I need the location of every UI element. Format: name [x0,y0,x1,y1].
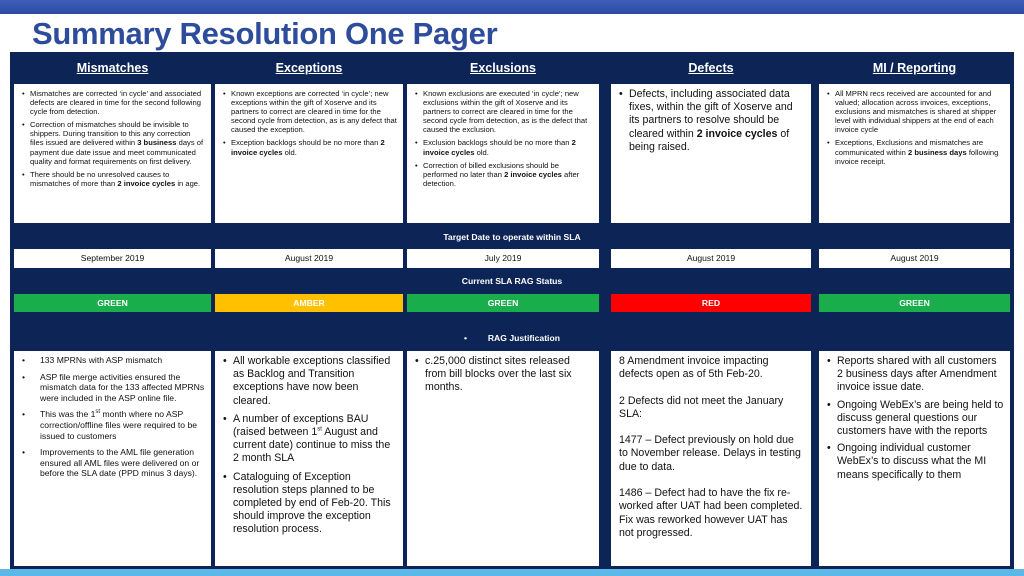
criteria-cell-mismatches [14,84,211,223]
justification-cell-mi-reporting [819,351,1010,566]
text-run: 133 MPRNs with ASP mismatch [40,355,163,365]
justification-cell-mismatches [14,351,211,566]
text-run: Exclusion backlogs should be no more than [423,138,572,148]
justification-cell-exceptions [215,351,403,566]
criteria-item [415,161,593,188]
text-run: old. [474,147,489,157]
bold-text: 2 invoice cycles [423,138,576,157]
criteria-item [827,89,1004,134]
text-run: after detection. [423,169,580,188]
text-run: of being raised. [629,127,790,153]
justification-item [223,413,397,466]
text-run: Correction of billed exclusions should be performed no later than [423,160,559,179]
rag-status-defects: RED [611,294,811,312]
page-title: Summary Resolution One Pager [32,16,498,51]
bold-text: 2 business days [908,147,967,157]
justification-item [415,355,593,395]
text-run: Ongoing individual customer WebEx’s to discuss what the MI means specifically to them [837,442,987,481]
rag-status-exceptions: AMBER [215,294,403,312]
justification-list [215,351,403,541]
criteria-item [415,138,593,156]
rag-status-mismatches: GREEN [14,294,211,312]
text-run: old. [282,147,297,157]
column-header-defects: Defects [688,61,734,75]
justification-item [20,447,205,479]
criteria-list [611,84,811,158]
summary-board [10,52,1014,570]
criteria-cell-mi-reporting [819,84,1010,223]
justification-item [827,442,1004,482]
target-date-exceptions: August 2019 [215,249,403,268]
justification-item [827,399,1004,439]
text-run: Exception backlogs should be no more than [231,138,381,148]
target-date-band-label: Target Date to operate within SLA [443,232,581,242]
text-run: Mismatches are corrected ‘in cycle’ and associated defects are cleared in time for the second following cycle from detection. [30,89,202,117]
rag-justification-label: RAG Justification [487,333,560,343]
justification-paragraph: 8 Amendment invoice impacting defects open as of 5th Feb-20. [619,355,769,381]
justification-list [14,351,211,487]
text-run: ASP file merge activities ensured the mismatch data for the 133 affected MPRNs were included in the ASP online file. [40,371,205,403]
text-run: Ongoing WebEx’s are being held to discuss general questions our customers have with the reports [837,398,1004,438]
text-run: Reports shared with all customers 2 business days after Amendment invoice issue date. [837,355,997,394]
top-accent-bar [0,0,1024,14]
text-run: August and current date) continue to miss the 2 month SLA [233,426,391,465]
text-run: c.25,000 distinct sites released from bill blocks over the last six months. [425,355,572,394]
target-date-mi-reporting: August 2019 [819,249,1010,268]
justification-paragraph: 1477 – Defect previously on hold due to November release. Delays in testing due to data. [619,434,801,473]
justification-item [20,409,205,441]
target-date-mismatches: September 2019 [14,249,211,268]
target-date-defects: August 2019 [611,249,811,268]
criteria-item [619,88,805,154]
text-run: Known exclusions are executed ‘in cycle’; new exclusions within the gift of Xoserve and its partners to correct are cleared in time for the second cycle from detection, as is the defect that caused the exclusion. [423,89,588,135]
criteria-list [14,84,211,194]
criteria-list [407,84,599,194]
bold-text: 2 invoice cycles [117,178,176,188]
justification-list [407,351,599,399]
superscript-text: st [95,409,101,416]
criteria-item [22,120,205,165]
criteria-list [819,84,1010,172]
column-header-mismatches: Mismatches [76,61,149,75]
column-header-mi-reporting: MI / Reporting [872,61,957,75]
justification-cell-defects [611,351,811,566]
justification-paragraph: 1486 – Defect had to have the fix re-worked after UAT had been completed. Fix was reworked however UAT has not progressed. [619,487,803,539]
text-run: days of payment due date issue and meet communicated quality and format requirements on first delivery. [30,138,204,166]
rag-status-exclusions: GREEN [407,294,599,312]
text-run: following invoice receipt. [835,147,999,166]
justification-cell-exclusions [407,351,599,566]
justification-text [611,351,811,557]
text-run: A number of exceptions BAU (raised between 1 [233,412,369,439]
text-run: Known exceptions are corrected ‘in cycle’; new exceptions within the gift of Xoserve and its partners to correct are cleared in time for the second cycle from detection, as is any defect that caused the exception. [231,89,397,135]
justification-item [223,355,397,408]
text-run: Correction of mismatches should be invisible to shippers. During transition to this any correction files issued are delivered within [30,120,191,148]
text-run: This was the 1 [40,409,96,420]
criteria-cell-exceptions [215,84,403,223]
text-run: Cataloguing of Exception resolution steps planned to be completed by end of Feb-20. This should improve the exception resolution process. [233,470,391,536]
criteria-item [223,138,397,156]
justification-item [20,372,205,404]
bold-text: 3 business [137,138,177,148]
bold-text: 2 invoice cycles [504,169,562,179]
justification-item [20,355,205,366]
criteria-cell-exclusions [407,84,599,223]
rag-justification-band-label [10,333,1014,343]
criteria-item [223,89,397,134]
text-run: All MPRN recs received are accounted for and valued; allocation across invoices, exceptions, exclusions and mismatches is shared at shipper level with individual shippers at the end of each invoice cycle [835,89,997,135]
criteria-item [827,138,1004,165]
criteria-list [215,84,403,163]
justification-item [223,471,397,537]
superscript-text: st [317,426,322,433]
rag-status-mi-reporting: GREEN [819,294,1010,312]
text-run: All workable exceptions classified as Backlog and Transition exceptions have now been cleared. [233,355,391,407]
criteria-item [22,170,205,188]
rag-justification-bullet: • [464,333,468,343]
criteria-cell-defects [611,84,811,223]
text-run: Exceptions, Exclusions and mismatches are communicated within [835,138,984,157]
text-run: Improvements to the AML file generation ensured all AML files were delivered on or before the SLA date (PPD minus 3 days). [40,447,200,479]
text-run: in age. [175,178,201,188]
bold-text: 2 invoice cycles [696,127,778,140]
criteria-item [22,89,205,116]
justification-list [819,351,1010,486]
bold-text: 2 invoice cycles [231,138,385,157]
justification-paragraph: 2 Defects did not meet the January SLA: [619,394,784,420]
bottom-accent-bar [0,569,1024,576]
criteria-item [415,89,593,134]
target-date-exclusions: July 2019 [407,249,599,268]
justification-item [827,355,1004,395]
column-header-exceptions: Exceptions [275,61,343,75]
text-run: month where no ASP correction/offline files were required to be issued to customers [40,409,197,441]
text-run: Defects, including associated data fixes, within the gift of Xoserve and its partners to resolve should be cleared within [629,88,793,140]
column-header-exclusions: Exclusions [470,61,536,75]
text-run: There should be no unresolved causes to mismatches of more than [30,169,170,188]
current-rag-band-label: Current SLA RAG Status [461,276,563,286]
